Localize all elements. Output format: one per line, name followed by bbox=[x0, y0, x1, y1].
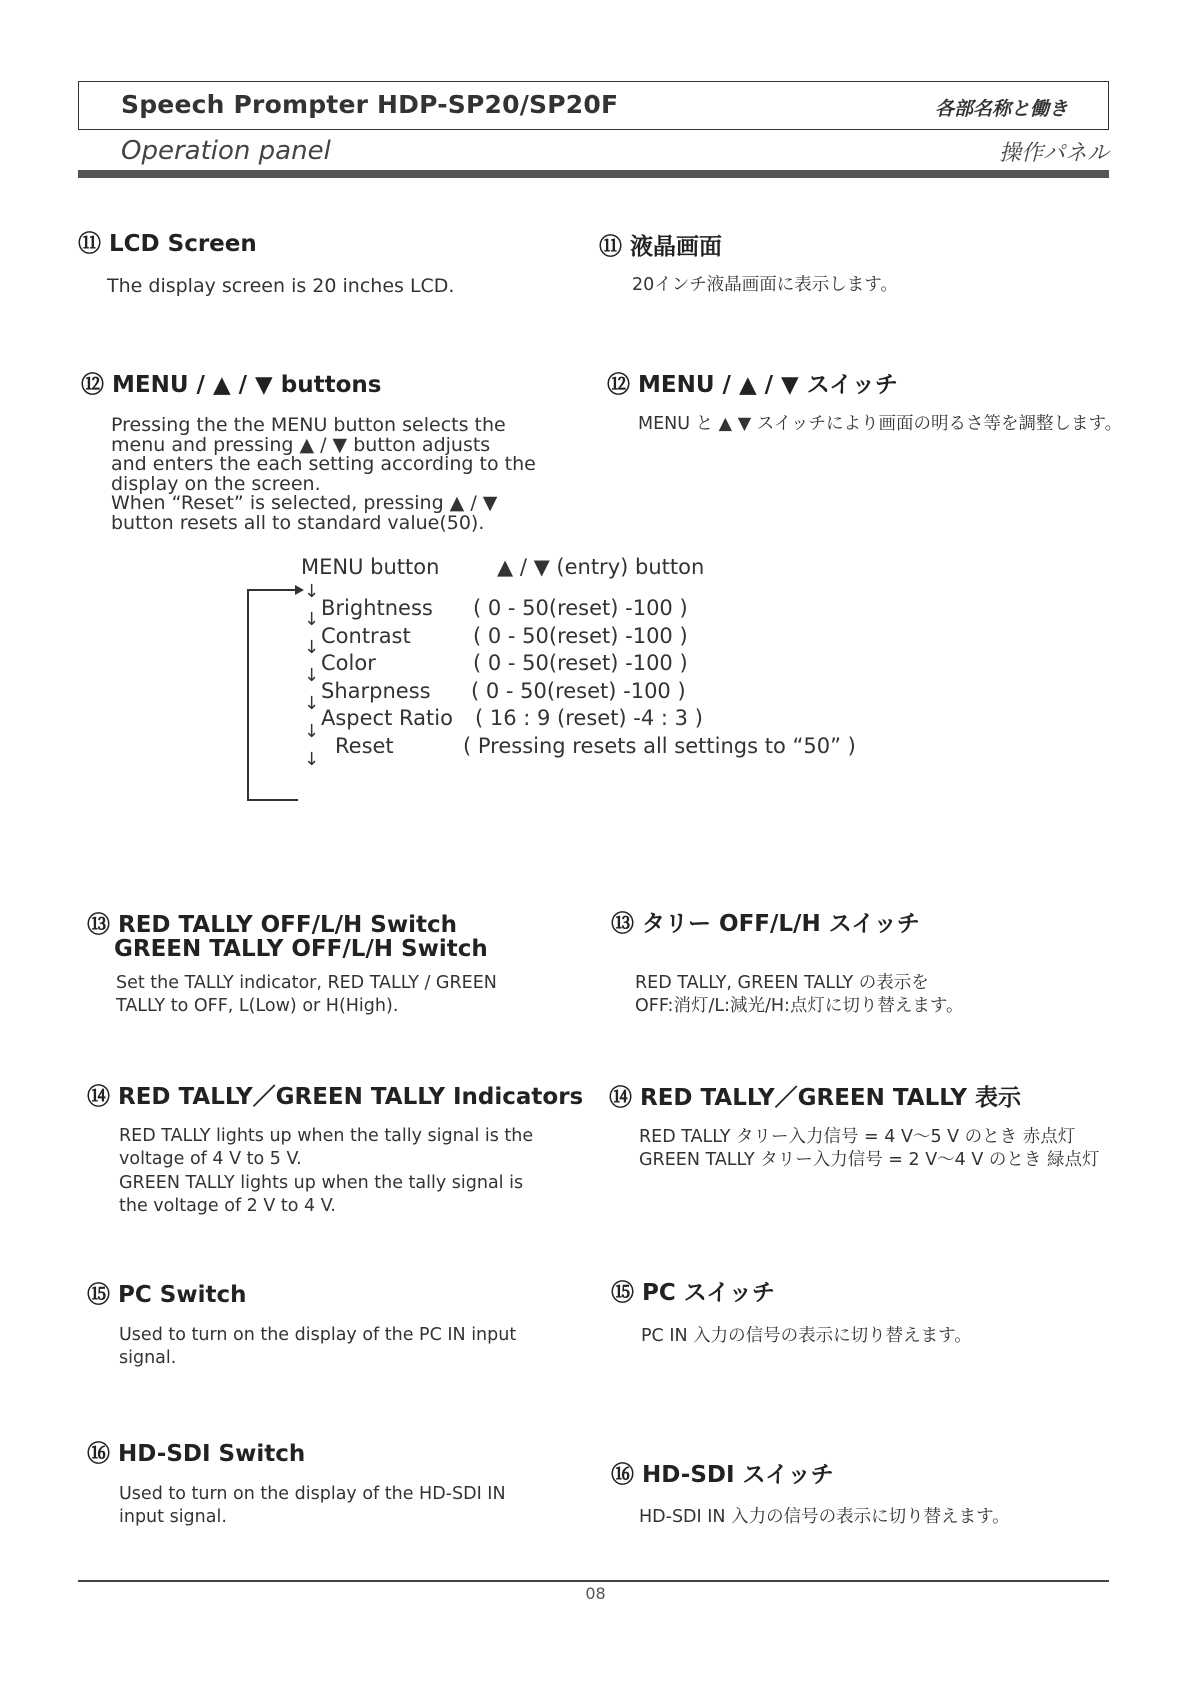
menu-item-aspect-ratio-range: ( 16 : 9 (reset) -4 : 3 ) bbox=[475, 706, 703, 730]
tally-switch-heading-line: ⑬ RED TALLY OFF/L/H Switch bbox=[87, 912, 458, 938]
tally-indicators-description-ja bbox=[639, 1126, 1099, 1173]
lcd-screen-heading-ja: ⑪ 液晶画面 bbox=[599, 234, 723, 260]
hd-sdi-switch-heading-ja: ⑯ HD-SDI スイッチ bbox=[611, 1462, 834, 1488]
menu-item-reset-description: ( Pressing resets all settings to “50” ) bbox=[463, 734, 856, 758]
menu-buttons-heading: ⑫ MENU / ▲ / ▼ buttons bbox=[81, 372, 382, 398]
menu-item-brightness-range: ( 0 - 50(reset) -100 ) bbox=[473, 596, 688, 620]
hd-sdi-switch-desc-line: Used to turn on the display of the HD-SDI IN bbox=[119, 1484, 506, 1504]
menu-desc-line: menu and pressing ▲ / ▼ button adjusts bbox=[111, 433, 491, 456]
lcd-screen-heading: ⑪ LCD Screen bbox=[78, 231, 257, 257]
footer-divider bbox=[78, 1580, 1109, 1582]
hd-sdi-switch-description-ja: HD-SDI IN 入力の信号の表示に切り替えます。 bbox=[639, 1507, 1010, 1527]
tally-indicators-desc-line: voltage of 4 V to 5 V. bbox=[119, 1149, 302, 1170]
menu-item-aspect-ratio: Aspect Ratio bbox=[321, 706, 453, 730]
menu-buttons-description bbox=[111, 416, 536, 533]
header-box bbox=[78, 81, 1109, 130]
hd-sdi-switch-heading: ⑯ HD-SDI Switch bbox=[87, 1441, 306, 1467]
down-arrow-icon: ↓ bbox=[304, 609, 320, 630]
menu-desc-line: and enters the each setting according to the bbox=[111, 453, 536, 476]
menu-desc-line: When “Reset” is selected, pressing ▲ / ▼ bbox=[111, 492, 498, 515]
down-arrow-icon: ↓ bbox=[304, 693, 320, 714]
menu-desc-line: display on the screen. bbox=[111, 472, 321, 495]
pc-switch-desc-line: signal. bbox=[119, 1348, 177, 1369]
tally-switch-desc-ja-line: RED TALLY, GREEN TALLY の表示を bbox=[635, 973, 929, 993]
loop-line-left bbox=[247, 589, 249, 801]
tally-switch-desc-line: Set the TALLY indicator, RED TALLY / GREEN bbox=[116, 973, 497, 993]
section-title: Operation panel bbox=[121, 136, 331, 166]
down-arrow-icon: ↓ bbox=[304, 581, 320, 602]
menu-flow-diagram bbox=[240, 553, 860, 803]
hd-sdi-switch-description bbox=[119, 1483, 506, 1530]
entry-button-label: ▲ / ▼ (entry) button bbox=[497, 555, 705, 579]
tally-indicators-heading: ⑭ RED TALLY／GREEN TALLY Indicators bbox=[87, 1084, 584, 1110]
header-divider-bar bbox=[78, 170, 1109, 178]
loop-line-top bbox=[247, 589, 298, 591]
menu-desc-line: Pressing the the MENU button selects the bbox=[111, 414, 506, 436]
tally-indicators-desc-line: the voltage of 2 V to 4 V. bbox=[119, 1195, 336, 1216]
tally-switch-heading-line: GREEN TALLY OFF/L/H Switch bbox=[114, 936, 488, 963]
page-number: 08 bbox=[585, 1584, 606, 1603]
tally-indicators-desc-ja-line: RED TALLY タリー入力信号 = 4 V〜5 V のとき 赤点灯 bbox=[639, 1127, 1076, 1147]
tally-switch-description-ja bbox=[635, 972, 964, 1019]
hd-sdi-switch-desc-line: input signal. bbox=[119, 1507, 227, 1528]
menu-item-contrast: Contrast bbox=[321, 624, 411, 648]
lcd-screen-description: The display screen is 20 inches LCD. bbox=[107, 275, 455, 297]
pc-switch-desc-line: Used to turn on the display of the PC IN input bbox=[119, 1325, 517, 1345]
tally-indicators-heading-ja: ⑭ RED TALLY／GREEN TALLY 表示 bbox=[609, 1085, 1021, 1111]
tally-indicators-desc-ja-line: GREEN TALLY タリー入力信号 = 2 V〜4 V のとき 緑点灯 bbox=[639, 1150, 1100, 1171]
document-title: Speech Prompter HDP-SP20/SP20F bbox=[121, 90, 619, 119]
tally-indicators-description bbox=[119, 1125, 533, 1218]
down-arrow-icon: ↓ bbox=[304, 721, 320, 742]
menu-item-brightness: Brightness bbox=[321, 596, 433, 620]
pc-switch-description-ja: PC IN 入力の信号の表示に切り替えます。 bbox=[641, 1326, 972, 1346]
menu-item-sharpness: Sharpness bbox=[321, 679, 431, 703]
pc-switch-description bbox=[119, 1324, 516, 1371]
down-arrow-icon: ↓ bbox=[304, 749, 320, 770]
menu-item-sharpness-range: ( 0 - 50(reset) -100 ) bbox=[471, 679, 686, 703]
menu-item-color-range: ( 0 - 50(reset) -100 ) bbox=[473, 651, 688, 675]
tally-switch-description bbox=[116, 972, 497, 1019]
tally-switch-heading-ja: ⑬ タリー OFF/L/H スイッチ bbox=[611, 911, 920, 937]
menu-button-label: MENU button bbox=[301, 555, 440, 579]
down-arrow-icon: ↓ bbox=[304, 665, 320, 686]
menu-item-contrast-range: ( 0 - 50(reset) -100 ) bbox=[473, 624, 688, 648]
pc-switch-heading-ja: ⑮ PC スイッチ bbox=[611, 1280, 775, 1306]
tally-switch-desc-line: TALLY to OFF, L(Low) or H(High). bbox=[116, 996, 399, 1017]
menu-desc-line: button resets all to standard value(50). bbox=[111, 511, 485, 534]
menu-item-color: Color bbox=[321, 651, 376, 675]
pc-switch-heading: ⑮ PC Switch bbox=[87, 1282, 247, 1308]
tally-indicators-desc-line: GREEN TALLY lights up when the tally signal is bbox=[119, 1172, 524, 1193]
menu-item-reset: Reset bbox=[335, 734, 394, 758]
document-title-ja: 各部名称と働き bbox=[934, 98, 1068, 120]
menu-buttons-description-ja: MENU と ▲ ▼ スイッチにより画面の明るさ等を調整します。 bbox=[638, 414, 1123, 434]
menu-buttons-heading-ja: ⑫ MENU / ▲ / ▼ スイッチ bbox=[607, 372, 898, 398]
lcd-screen-description-ja: 20インチ液晶画面に表示します。 bbox=[632, 275, 898, 295]
down-arrow-icon: ↓ bbox=[304, 637, 320, 658]
section-title-ja: 操作パネル bbox=[998, 141, 1109, 166]
loop-line-bottom bbox=[247, 799, 298, 801]
tally-indicators-desc-line: RED TALLY lights up when the tally signal is the bbox=[119, 1126, 534, 1146]
tally-switch-heading bbox=[87, 913, 488, 961]
tally-switch-desc-ja-line: OFF:消灯/L:減光/H:点灯に切り替えます。 bbox=[635, 996, 964, 1017]
loop-arrowhead-icon bbox=[295, 585, 304, 595]
